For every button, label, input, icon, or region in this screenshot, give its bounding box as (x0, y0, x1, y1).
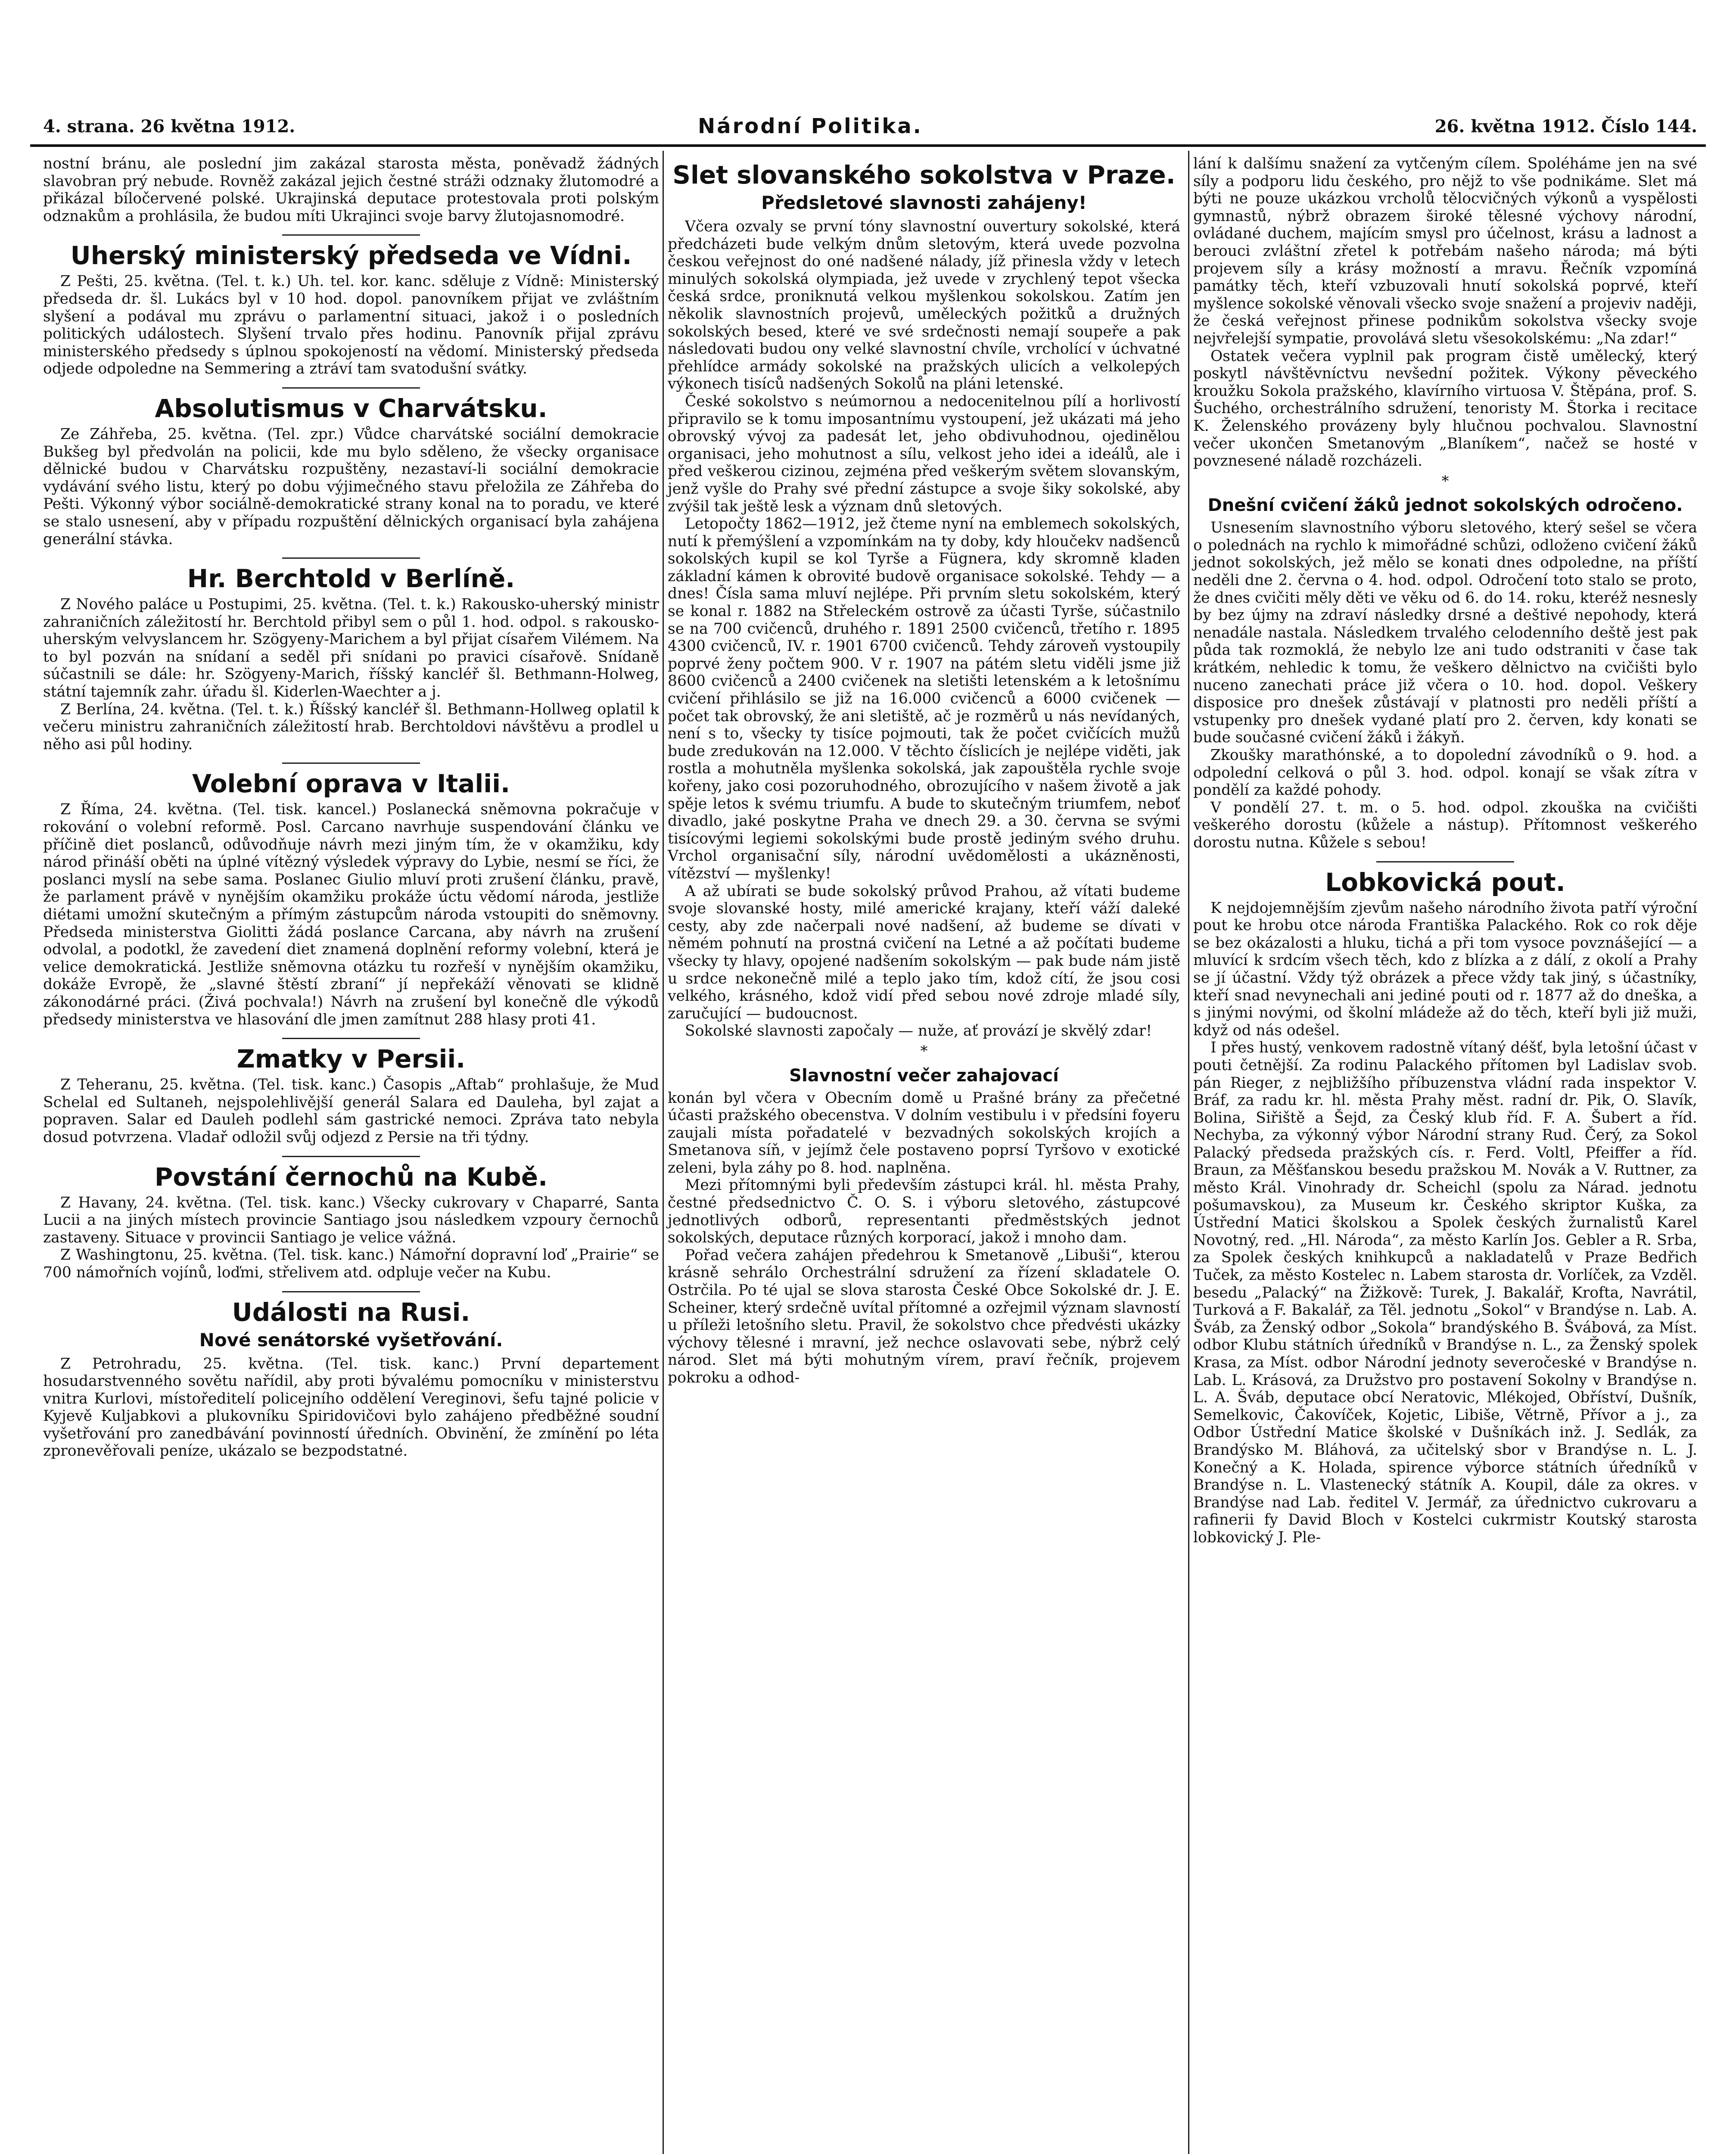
article-title-sokol-slet: Slet slovanského sokolstva v Praze. (672, 160, 1176, 190)
col3-paragraph-1: lání k dalšímu snažení za vytčeným cílem. Spoléháme jen na své síly a podporu lidu českého, pro nějž to vše podnikáme. Slet má býti ne pouze ukázkou vrcholů tělocvičných výkonů a vyspělosti gymnastů, nýbrž obrazem široké tělesné výchovy národní, ovládané duchem, majícím smysl pro účelnost, krásu a ladnost a berouci zvláštní zřetel k potřebám našeho národa; má býti projevem síly a krásy možností a mravu. Řečník vzpomíná památky těch, kteří vzbuzovali hnutí sokolská poprvé, kteří myšlence sokolské věnovali všecko svoje snažení a projeviv naději, že česká veřejnost přinese podnikům sokolstva všecky svoje nejvřelejší sympatie, provolává sletu všesokolskému: „Na zdar!“ (1193, 155, 1697, 347)
column-divider-2 (1188, 151, 1189, 2154)
sokol-paragraph-6: konán byl včera v Obecním domě u Prašné brány za přečetné účasti pražského obecenstva. V dolním vestibulu i v předsíni foyeru zaujali místa pořadatelé v bezvadných sokolských krojích a Smetanova síň, v jejímž čele postaveno poprsí Tyršovo v exotické zeleni, byla záhy po 8. hod. naplněna. (668, 1089, 1180, 1177)
section-divider (282, 387, 420, 389)
column-3 (1193, 155, 1697, 1547)
article-text-italy: Z Říma, 24. května. (Tel. tisk. kancel.) Poslanecká sněmovna pokračuje v rokování o volební reformě. Posl. Carcano navrhuje suspendování článku ve příčině diet poslanců, odůvodňuje návrh mezi jiným tím, že v okamžiku, kdy národ přináší oběti na úplné vítězný výsledek výpravy do Lybie, nesmí se říci, že poslanci myslí na sebe sama. Poslanec Giulio mluví proti zrušení článku, pravě, že parlament právě v nynějším okamžiku prokáže úctu vědomí národa, jestliže diétami umožní skutečným a přímým zástupcům národa vstoupiti do sněmovny. Předseda ministerstva Giolitti žádá poslance Carcana, aby návrh na zrušení odvolal, a podotkl, že zavedení diet znamená doplnění reformy volební, která je velice demokratická. Jestliže sněmovna otázku tu rozřeší v nynějším okamžiku, dokáže Evropě, že „slavné štěstí zbraní“ jí nepřekáží věnovati se klidně zákonodárné práci. (Živá pochvala!) Návrh na zrušení byl konečně dle výkodů předsedy ministerstva ve hlasování dle jmen zamítnut 288 hlasy proti 41. (43, 801, 659, 1028)
col3-paragraph-4: Zkoušky marathónské, a to dopolední závodníků o 9. hod. a odpolední celková o půl 3. hod. odpol. konají se však zítra v pondělí za každé pohody. (1193, 747, 1697, 799)
sokol-paragraph-1: Včera ozvaly se první tóny slavnostní ouvertury sokolské, která předcházeti bude velkým dnům sletovým, která uvede pozvolna českou veřejnost do oné nadšené nálady, jíž přinesla vždy v letech minulých sokolská olympiada, jež uvede v zrychlený tepot všecka česká srdce, proniknutá velkou myšlenkou sokolskou. Zatím jen několik slavnostních projevů, uměleckých požitků a družných sokolských besed, které ve své srdečnosti nemají soupeře a pak následovati budou ony velké slavnostní chvíle, vrcholící v úchvatné přehlídce armády sokolské na pražských ulicích a velkolepých výkonech tisíců nadšených Sokolů na pláni letenské. (668, 218, 1180, 393)
page-date-left: 4. strana. 26 května 1912. (43, 116, 296, 137)
article-text-berchtold-1: Z Nového paláce u Postupimi, 25. května. (Tel. t. k.) Rakousko-uherský ministr zahraničních záležitostí hr. Berchtold přibyl sem o půl 1. hod. odpol. s rakousko-uherským velvyslancem hr. Szögyeny-Marichem a byl přijat císařem Vilémem. Na to byl pozván na snídaní a seděl při snídani po pravici císařově. Snídaně súčastnili se dále: hr. Szögyeny-Marich, říšský kancléř šl. Bethmann-Holweg, státní tajemník zahr. úřadu šl. Kiderlen-Waechter a j. (43, 596, 659, 701)
intro-paragraph: nostní bránu, ale poslední jim zakázal starosta města, poněvadž žádných slavobran prý nebude. Rovněž zakázal jejich čestné stráži odznaky žlutomodré a přikázal bíločervené polské. Ukrajinská deputace protestovala proti polským odznakům a prohlásila, že budou míti Ukrajinci svoje barvy žlutojasnomodré. (43, 155, 659, 225)
section-divider (282, 1291, 420, 1292)
section-divider (282, 1156, 420, 1157)
article-title-russia: Události na Rusi. (232, 1297, 470, 1327)
section-divider (282, 234, 420, 236)
star-ornament: * (920, 1042, 928, 1060)
article-text-persia: Z Teheranu, 25. května. (Tel. tisk. kanc.) Časopis „Aftab“ prohlašuje, že Mud Schelal ed Sultaneh, nejspolehlivější generál Salara ed Dauleha, byl zajat a popraven. Salar ed Dauleh podlehl sám gastrické nemoci. Zpráva tato nebyla dosud potvrzena. Vladař odložil svůj odjezd z Persie na tři týdny. (43, 1076, 659, 1146)
sokol-paragraph-7: Mezi přítomnými byli především zástupci král. hl. města Prahy, čestné předsednictvo Č. O. S. i výboru sletového, zástupcové jednotlivých odborů, representanti předměstských jednot sokolských, deputace různých korporací, jakož i mnoho dam. (668, 1177, 1180, 1247)
column-2 (668, 155, 1180, 1387)
article-text-cuba-2: Z Washingtonu, 25. května. (Tel. tisk. kanc.) Námořní dopravní loď „Prairie“ se 700 námořních vojínů, loďmi, střelivem atd. odpluje večer na Kubu. (43, 1246, 659, 1281)
col3-paragraph-2: Ostatek večera vyplnil pak program čistě umělecký, který poskytl návštěvníctvu nevšední požitek. Výkony pěveckého kroužku Sokola pražského, klavírního virtuosa V. Štěpána, prof. S. Šuchého, orchestrálního sdružení, tenoristy M. Štorka i recitace K. Želenského provázeny byly hlučnou pochvalou. Slavnostní večer ukončen Smetanovým „Blaníkem“, načež se hosté v povznesené náladě rozcházeli. (1193, 347, 1697, 470)
column-1 (43, 155, 659, 1460)
section-divider (282, 1038, 420, 1039)
issue-number-right: 26. května 1912. Číslo 144. (1434, 116, 1697, 137)
article-title-italy: Volební oprava v Italii. (192, 769, 510, 799)
column-divider-1 (663, 151, 664, 2154)
newspaper-page (30, 17, 1706, 2154)
subheading-opening-evening: Slavnostní večer zahajovací (789, 1065, 1059, 1086)
article-text-absolutism: Ze Záhřeba, 25. května. (Tel. zpr.) Vůdce charvátské sociální demokracie Bukšeg byl předvolán na policii, kde mu bylo sděleno, že všecky organisace dělnické budou v Charvátsku rozpuštěny, nezastaví-li sociální demokracie vydávání svého listu, který po dobu výjimečného stavu přeložila ze Záhřeba do Pešti. Výkonný výbor sociálně-demokratické strany konal na to poradu, ve které se stalo usnesení, aby v případu rozpuštění dělnických organisací byla zahájena generální stávka. (43, 425, 659, 548)
article-text-russia: Z Petrohradu, 25. května. (Tel. tisk. kanc.) První departement hosudarstvenného sovětu nařídil, aby proti bývalému pomocníku v ministerstvu vnitra Kurlovi, místoředitelí policejního oddělení Vereginovi, šefu tajné policie v Kyjevě Kuljabkovi a plukovníku Spiridovičovi bylo zahájeno předběžné soudní vyšetřování pro zanedbávání povinností úředních. Obvinění, že zmínění po léta zpronevěřovali peníze, ukázalo se bezpodstatné. (43, 1355, 659, 1460)
star-ornament: * (1441, 472, 1449, 490)
article-title-absolutism: Absolutismus v Charvátsku. (155, 393, 548, 423)
article-title-hungarian-premier: Uherský ministerský předseda ve Vídni. (70, 241, 632, 271)
masthead-rule (30, 144, 1706, 147)
article-text-hungarian-premier: Z Pešti, 25. května. (Tel. t. k.) Uh. tel. kor. kanc. sděluje z Vídně: Ministerský předseda dr. šl. Lukács byl v 10 hod. dopol. panovníkem přijat ve zvláštním slyšení a podával mu zprávu o parlamentní situaci, jakož i o posledních politických událostech. Slyšení trvalo přes hodinu. Panovník přijal zprávu ministerského předsedy s úplnou spokojeností na vědomí. Ministerský předseda odjede odpoledne na Semmering a ztráví tam svatodušní svátky. (43, 273, 659, 378)
article-subtitle-sokol-slet: Předsletové slavnosti zahájeny! (761, 192, 1087, 213)
sokol-paragraph-4: A až ubírati se bude sokolský průvod Prahou, až vítati budeme svoje slovanské hosty, milé americké krajany, kteří váží daleké cesty, aby zde načerpali nové nadšení, až budeme se dívati v němém pohnutí na prostná cvičení na Letné a až počítati budeme všecky ty hlavy, opojené nadšením sokolským — pak bude nám jistě u srdce nekonečně milé a teplo jako tím, kdož cítí, že jsou cosi velkého, krásného, kdož vidí před sebou nové zdroje mladé síly, zaručující — budoucnost. (668, 882, 1180, 1022)
col3-paragraph-3: Usnesením slavnostního výboru sletového, který sešel se včera o polednách na rychlo k mimořádné schůzi, odloženo cvičení žáků jednot sokolských, jež mělo se konati dnes odpoledne, na příští neděli dne 2. června o 4. hod. odpol. Odročení toto stalo se proto, že dnes cvičiti měly děti ve věku od 6. do 14. roku, kteréž nesnesly by bez újmy na zdraví následky drsné a deštivé nepohody, která nenadále nastala. Následkem trvalého celodenního deště jest pak půda tak rozmoklá, že nebylo lze ani tudo odstraniti v čase tak krátkém, nehledic k tomu, že veškero dělnictvo na cvičišti bylo nuceno zanechati práce již včera o 10. hod. dopol. Veškery disposice pro dnešek zůstávají v platnosti pro neděli příští a vstupenky pro dnešek vydané platí pro 2. červen, kdy konati se bude současné cvičení žáků i žákyň. (1193, 519, 1697, 747)
section-divider (282, 763, 420, 764)
article-subtitle-russia: Nové senátorské vyšetřování. (199, 1329, 503, 1351)
newspaper-title: Národní Politika. (698, 114, 923, 138)
col3-paragraph-7: I přes hustý, venkovem radostně vítaný déšť, byla letošní účast v pouti četnější. Za rodinu Palackého přítomen byl Ladislav svob. pán Rieger, z nejbližšího příbuzenstva vládní rada inspektor V. Bráf, za radu kr. hl. města Prahy měst. radní dr. Pik, O. Slavík, Bolina, Siřiště a Šejd, za Český klub říd. F. A. Šubert a říd. Nechyba, za výkonný výbor Národní strany Rud. Čerý, za Sokol Palacký předseda pražských cís. r. Ferd. Voltl, Pfeiffer a říd. Braun, za Měšťanskou besedu pražskou M. Novák a V. Ruttner, za město Král. Vinohrady dr. Scheichl (spolu za Nárad. jednotu pošumavskou), za Museum kr. Českého skriptor Kuška, za Ústřední Matici školskou a Spolek českých žurnalistů Karel Novotný, red. „Hl. Národa“, za město Karlín Jos. Gebler a R. Srba, za Spolek českých knihkupců a nakladatelů v Praze Bedřich Tuček, za město Kostelec n. Labem starosta dr. Vorlíček, za Vzděl. besedu „Palacký“ na Žižkově: Turek, J. Bakalář, Krofta, Navrátil, Turková a F. Bakalář, za Těl. jednotu „Sokol“ v Brandýse n. Lab. A. Šváb, za Ženský odbor „Sokola“ brandýského B. Švábová, za Míst. odbor Klubu státních úředníků v Brandýse n. L., za Ženský spolek Krasa, za Míst. odbor Národní jednoty severočeské v Brandýse n. Lab. L. Krásová, za Družstvo pro postavení Sokolny v Brandýse n. L. A. Šváb, deputace obcí Neratovic, Mlékojed, Obříství, Dušník, Semelkovic, Čakovíček, Kojetic, Libiše, Větrně, Přívor a j., za Odbor Ústřední Matice školské v Dušníkách inž. J. Sedlák, za Brandýsko M. Bláhová, za učitelský sbor v Brandýse n. L. J. Konečný a K. Holada, spirence výborce státních úředníků v Brandýse n. L. Vlastenecký státník A. Koupil, dále za okres. v Brandýse nad Lab. ředitel V. Jermář, za úřednictvo cukrovaru a rafinerii fy David Bloch v Kostelci cukrmistr Koutský starosta lobkovický J. Ple- (1193, 1039, 1697, 1546)
sokol-paragraph-3: Letopočty 1862—1912, jež čteme nyní na emblemech sokolských, nutí k přemýšlení a vzpomínkám na ty doby, kdy hloučekv nadšenců sokolských kupil se kol Tyrše a Fügnera, kdy skromně kladen základní kámen k obrovité budově organisace sokolské. Tehdy — a dnes! Čísla sama mluví nejlépe. Při prvním sletu sokolském, který se konal r. 1882 na Střeleckém ostrově za účasti Tyrše, súčastnilo se na 700 cvičenců, druhého r. 1891 2500 cvičenců, třetího r. 1895 4300 cvičenců, IV. r. 1901 6700 cvičenců. Tehdy zároveň vystoupily poprvé ženy počtem 900. V r. 1907 na pátém sletu viděli jsme již 8600 cvičenců a 2400 cvičenek na sletišti letenském a k letošnímu cvičení přihlásilo se již na 16.000 cvičenců a 6000 cvičenek — počet tak obrovský, že ani sletiště, ač je rozměrů u nás nevídaných, není s to, všecky ty tisíce pojmouti, tak že počet cvičících mužů bude zredukován na 12.000. V těchto číslicích je nejlépe viděti, jak rostla a mohutněla myšlenka sokolská, jak zapouštěla rychle svoje kořeny, jako cosi pozoruhodného, obrozujícího v našem životě a jak spěje letos k svému triumfu. A bude to skutečným triumfem, neboť divadlo, jaké poskytne Praha ve dnech 29. a 30. června se svými tisícovými legiemi sokolskými bude prostě jediným svého druhu. Vrchol organisační síly, národní uvědomělosti a ukázněnosti, vítězství — myšlenky! (668, 515, 1180, 882)
sokol-paragraph-8: Pořad večera zahájen předehrou k Smetanově „Libuši“, kterou krásně sehrálo Orchestrální sdružení za řízení skladatele O. Ostrčila. Po té ujal se slova starosta České Obce Sokolské dr. J. E. Scheiner, který srdečně uvítal přítomné a ozřejmil význam slavností u příleži letošního sletu. Pravil, že sokolstvo chce předvésti ukázky výchovy tělesné i mravní, jež nechce oslavovati sebe, nýbrž celý národ. Slet má býti mohutným vírem, praví řečník, projevem pokroku a odhod- (668, 1246, 1180, 1386)
sokol-paragraph-5: Sokolské slavnosti započaly — nuže, ať provází je skvělý zdar! (685, 1022, 1152, 1040)
section-divider (1376, 861, 1514, 862)
col3-paragraph-5: V pondělí 27. t. m. o 5. hod. odpol. zkouška na cvičišti veškerého dorostu (kůžele a nástup). Přítomnost veškerého dorostu nutna. Kůžele s sebou! (1193, 799, 1697, 851)
masthead (30, 116, 1706, 146)
article-title-cuba: Povstání černochů na Kubě. (154, 1162, 548, 1192)
article-text-cuba-1: Z Havany, 24. května. (Tel. tisk. kanc.) Všecky cukrovary v Chaparré, Santa Lucii a na jiných místech provincie Santiago jsou následkem vzpoury černochů zastaveny. Situace v provincii Santiago je velice vážná. (43, 1194, 659, 1246)
col3-paragraph-6: K nejdojemnějším zjevům našeho národního života patří výroční pout ke hrobu otce národa Františka Palackého. Rok co rok děje se bez okázalosti a hluku, tichá a při tom vysoce povznášející — a mluvící k srdcím všech těch, kdo z blízka a z dálí, z okolí a Prahy se jí účastní. Vždy týž obrázek a přece vždy tak jiný, s účastníky, kteří snad nevynechali ani jediné pouti od r. 1877 až do dneška, a s jinými novými, od školní mládeže až do těch, kteří byli již muži, když od nás odešel. (1193, 899, 1697, 1039)
article-text-berchtold-2: Z Berlína, 24. května. (Tel. t. k.) Říšský kancléř šl. Bethmann-Hollweg oplatil k večeru ministru zahraničních záležitostí hrab. Berchtoldovi návštěvu a prodlel u něho asi půl hodiny. (43, 700, 659, 753)
subheading-children-exercise: Dnešní cvičení žáků jednot sokolských odročeno. (1207, 495, 1683, 516)
article-title-berchtold: Hr. Berchtold v Berlíně. (187, 564, 515, 594)
article-title-persia: Zmatky v Persii. (236, 1044, 466, 1074)
section-divider (282, 557, 420, 559)
sokol-paragraph-2: České sokolstvo s neúmornou a nedocenitelnou pílí a horlivostí připravilo se k tomu imposantnímu vystoupení, jež ukázati má jeho obrovský vývoj za padesát let, jeho obdivuhodnou, ojedinělou organisaci, jeho mohutnost a sílu, velkost jeho idei a ideálů, ale i před veškerou cizinou, zejména před veškerým světem slovanským, jenž vyšle do Prahy své přední zástupce a svoje šiky sokolské, aby zvýšil tak ještě lesk a význam dnů sletových. (668, 392, 1180, 515)
article-title-lobkovice: Lobkovická pout. (1325, 867, 1565, 897)
